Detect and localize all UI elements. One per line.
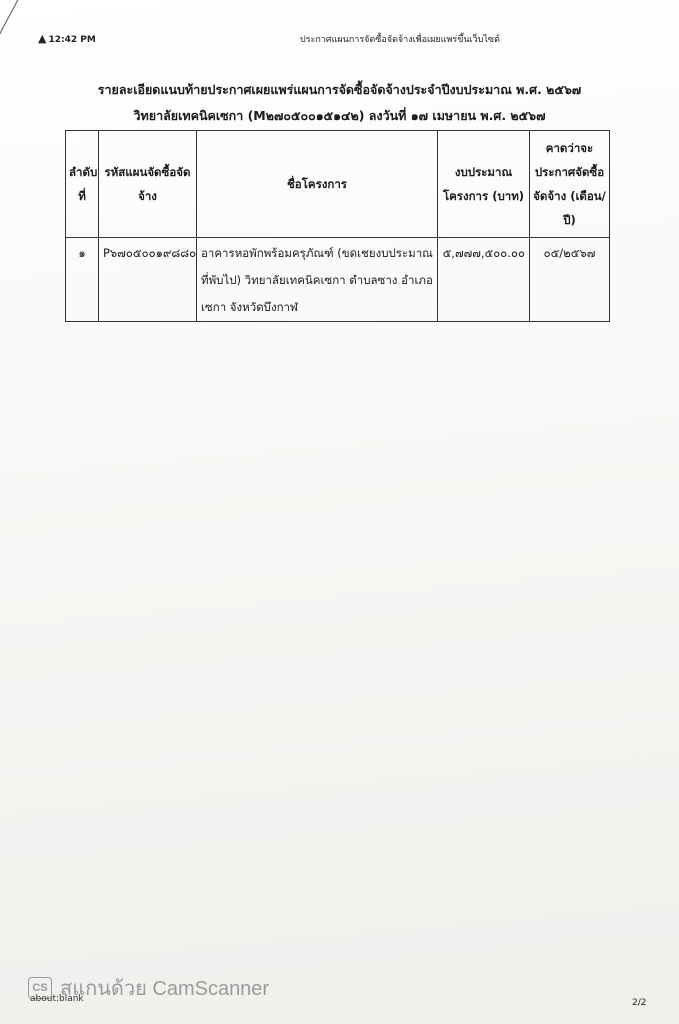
document-title: รายละเอียดแนบท้ายประกาศเผยแพร่แผนการจัดซื้อจัดจ้างประจำปีงบประมาณ พ.ศ. ๒๕๖๗ — [97, 82, 582, 97]
cell-budget: ๕,๗๗๗,๕๐๐.๐๐ — [438, 238, 530, 322]
table-header-row — [66, 131, 610, 238]
cell-plan-code: P๖๗๐๕๐๐๑๙๘๘๐ — [99, 238, 197, 322]
camscanner-logo-icon: CS — [28, 977, 52, 999]
table-row — [66, 238, 610, 322]
header-budget: งบประมาณโครงการ (บาท) — [438, 131, 530, 238]
print-footer-url: about:blank — [30, 994, 84, 1004]
print-header-title: ประกาศแผนการจัดซื้อจัดจ้างเพื่อเผยแพร่ขึ้นเว็บไซต์ — [300, 35, 500, 45]
header-plan-code: รหัสแผนจัดซื้อจัดจ้าง — [99, 131, 197, 238]
cell-seq: ๑ — [66, 238, 99, 322]
document-subtitle: วิทยาลัยเทคนิคเซกา (M๒๗๐๕๐๐๑๕๑๔๒) ลงวันที่ ๑๗ เมษายน พ.ศ. ๒๕๖๗ — [133, 108, 546, 123]
cell-expected-date: ๐๕/๒๕๖๗ — [530, 238, 610, 322]
header-project-name: ชื่อโครงการ — [197, 131, 438, 238]
page-number: 2/2 — [632, 998, 647, 1008]
print-time: 12:42 PM — [48, 35, 96, 45]
header-expected-date: คาดว่าจะประกาศจัดซื้อจัดจ้าง (เดือน/ปี) — [530, 131, 610, 238]
header-seq: ลำดับที่ — [66, 131, 99, 238]
cell-project-name: อาคารหอพักพร้อมครุภัณฑ์ (ขดเชยงบประมาณที่พับไป) วิทยาลัยเทคนิคเซกา ตำบลซาง อำเภอเซกา จังหวัดบึงกาฬ — [197, 238, 438, 322]
camscanner-text: สแกนด้วย CamScanner — [60, 978, 270, 1000]
print-header-time — [38, 32, 96, 45]
procurement-plan-table — [65, 130, 610, 322]
page-corner-mark: ▲ — [38, 32, 47, 45]
